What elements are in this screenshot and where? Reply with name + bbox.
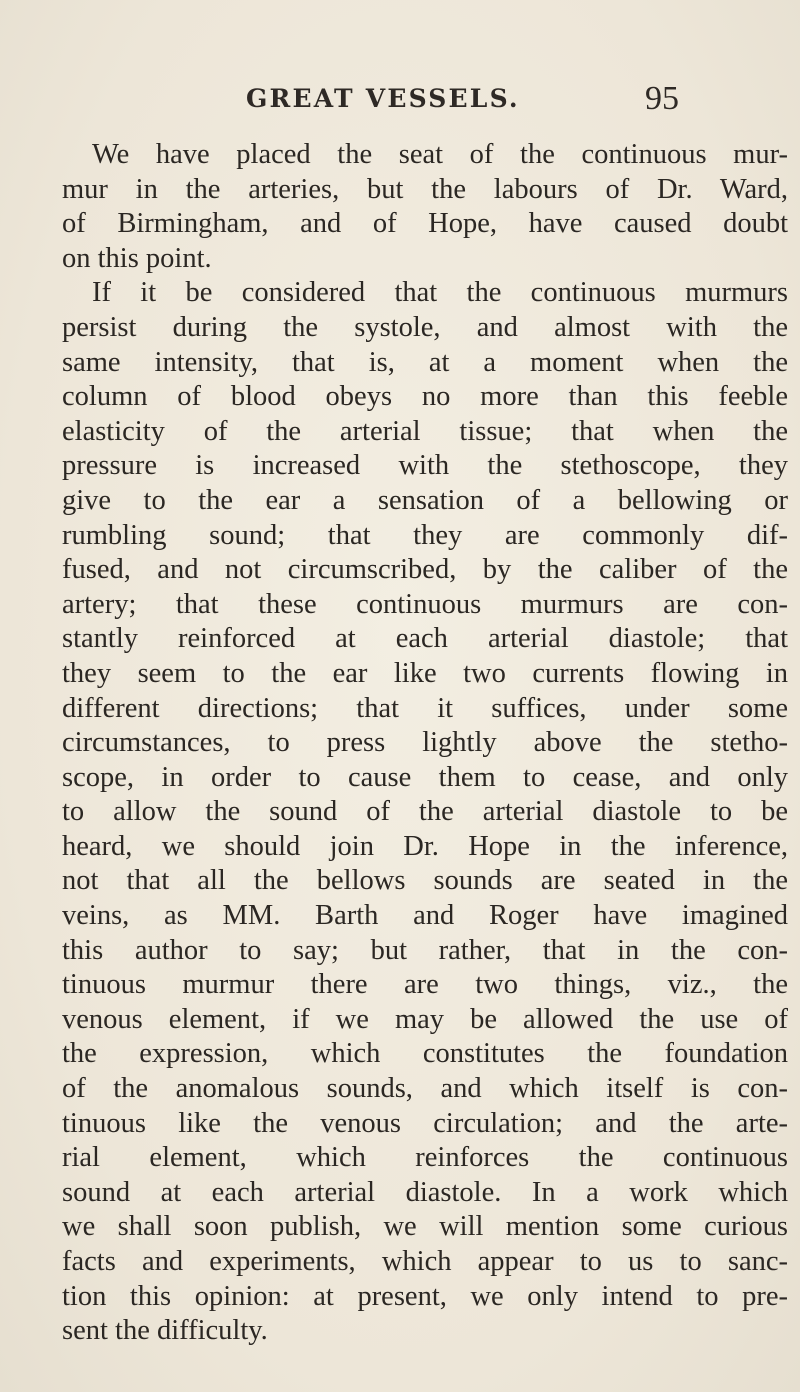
text-line: fused, and not circumscribed, by the caliber of the	[62, 554, 788, 586]
text-line: to allow the sound of the arterial diastole to be	[62, 796, 788, 828]
text-line: this author to say; but rather, that in the con-	[62, 934, 788, 966]
text-line: mur in the arteries, but the labours of Dr. Ward,	[62, 173, 788, 205]
text-line: of the anomalous sounds, and which itself is con-	[62, 1073, 788, 1105]
text-line: rumbling sound; that they are commonly dif-	[62, 519, 788, 551]
text-line: on this point.	[62, 242, 212, 274]
text-line: sent the difficulty.	[62, 1315, 268, 1347]
text-line: persist during the systole, and almost with the	[62, 311, 788, 343]
text-line: different directions; that it suffices, under some	[62, 692, 788, 724]
text-line: We have placed the seat of the continuous mur-	[92, 139, 788, 170]
text-line: scope, in order to cause them to cease, and only	[62, 761, 788, 793]
page-header	[0, 80, 800, 120]
body-text	[62, 138, 788, 1349]
text-line: elasticity of the arterial tissue; that when the	[62, 415, 788, 447]
running-title: GREAT VESSELS.	[246, 84, 520, 113]
text-line: not that all the bellows sounds are seated in the	[62, 865, 788, 897]
text-line: rial element, which reinforces the continuous	[62, 1142, 788, 1174]
text-line: veins, as MM. Barth and Roger have imagined	[62, 900, 788, 932]
text-line: tinuous like the venous circulation; and the arte-	[62, 1107, 788, 1139]
page-number: 95	[645, 80, 679, 117]
text-line: they seem to the ear like two currents flowing in	[62, 657, 788, 689]
text-line: heard, we should join Dr. Hope in the inference,	[62, 830, 788, 862]
text-line: If it be considered that the continuous murmurs	[92, 277, 788, 309]
text-line: tinuous murmur there are two things, viz., the	[62, 969, 788, 1001]
text-line: of Birmingham, and of Hope, have caused doubt	[62, 208, 788, 240]
text-line: we shall soon publish, we will mention some curious	[62, 1211, 788, 1243]
text-line: tion this opinion: at present, we only intend to pre-	[62, 1280, 788, 1312]
text-line: artery; that these continuous murmurs are con-	[62, 588, 788, 620]
text-line: facts and experiments, which appear to us to sanc-	[62, 1246, 788, 1277]
text-line: pressure is increased with the stethoscope, they	[62, 450, 788, 482]
text-line: circumstances, to press lightly above the stetho-	[62, 727, 788, 759]
text-line: give to the ear a sensation of a bellowing or	[62, 484, 788, 516]
text-line: sound at each arterial diastole. In a work which	[62, 1176, 788, 1208]
text-line: venous element, if we may be allowed the use of	[62, 1003, 788, 1035]
text-line: same intensity, that is, at a moment when the	[62, 346, 788, 378]
text-line: stantly reinforced at each arterial diastole; that	[62, 623, 788, 655]
text-line: column of blood obeys no more than this feeble	[62, 381, 788, 413]
text-line: the expression, which constitutes the foundation	[62, 1038, 788, 1070]
